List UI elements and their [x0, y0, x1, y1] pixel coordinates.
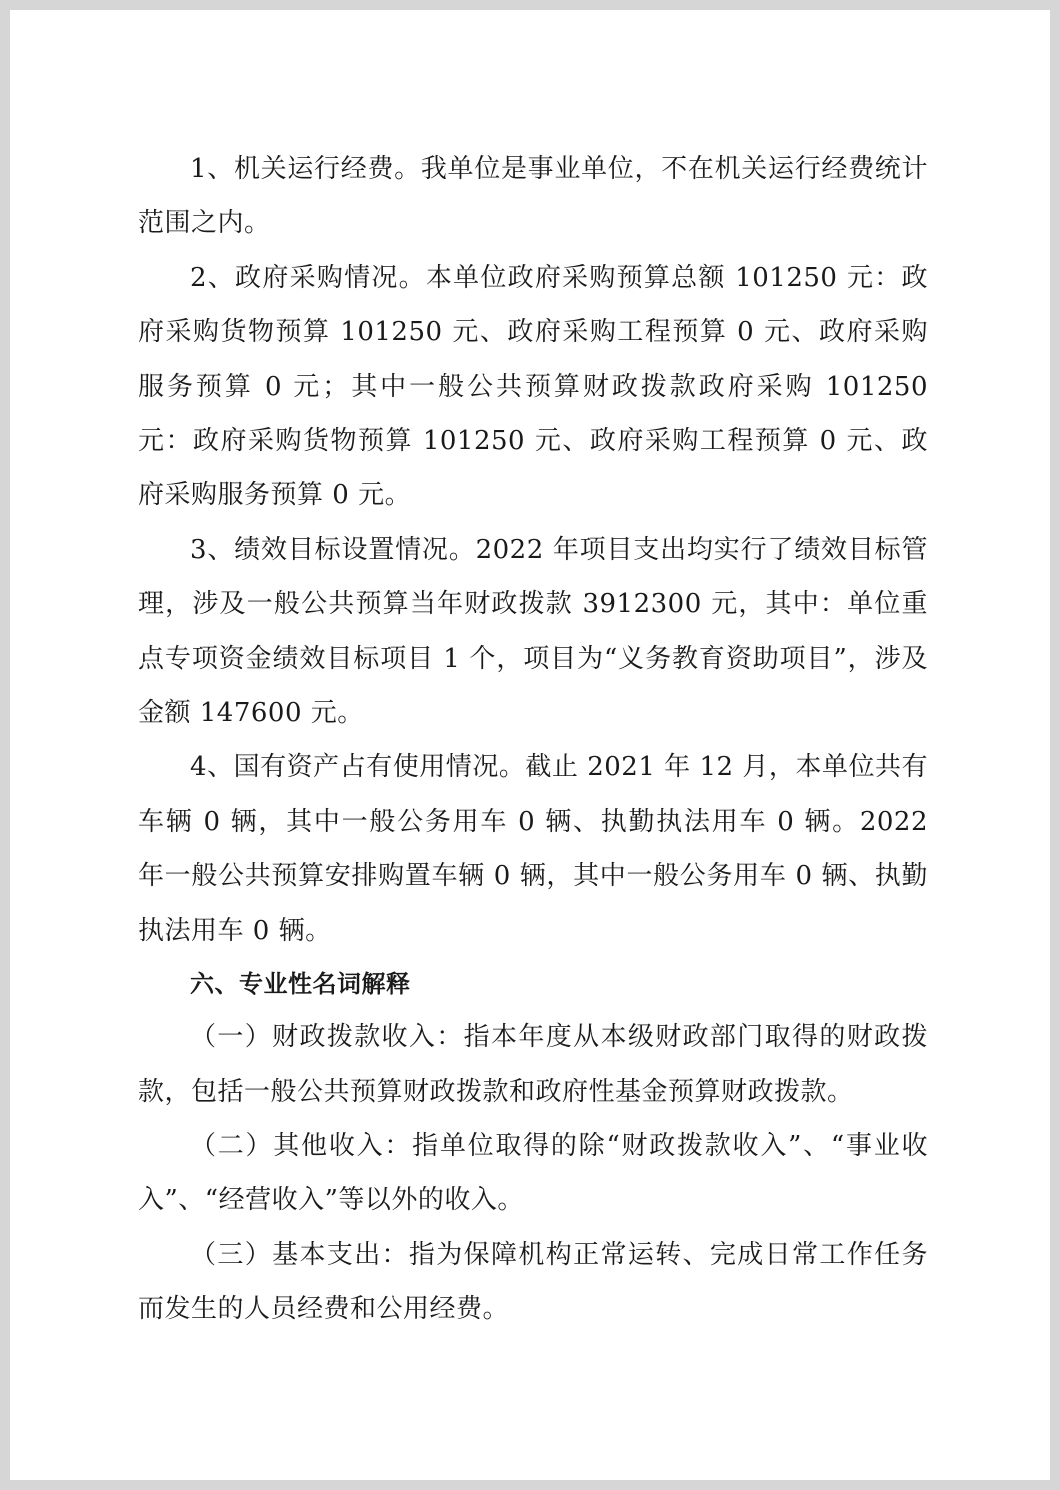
definition-other-income: （二）其他收入：指单位取得的除“财政拨款收入”、“事业收入”、“经营收入”等以外的收入。: [138, 1130, 928, 1216]
definition-fiscal-appropriation: （一）财政拨款收入：指本年度从本级财政部门取得的财政拨款，包括一般公共预算财政拨款和政府性基金预算财政拨款。: [138, 1022, 928, 1107]
definition-basic-expenditure: （三）基本支出：指为保障机构正常运转、完成日常工作任务而发生的人员经费和公用经费。: [138, 1239, 928, 1325]
paragraph-performance-goals: 3、绩效目标设置情况。2022 年项目支出均实行了绩效目标管理，涉及一般公共预算当年财政拨款 3912300 元，其中：单位重点专项资金绩效目标项目 1 个，项目为“义务教育资助项目”，涉及金额 147600 元。: [138, 534, 928, 729]
section-heading: 六、专业性名词解释: [190, 970, 411, 999]
document-page: [10, 10, 1050, 1480]
paragraph-government-procurement: 2、政府采购情况。本单位政府采购预算总额 101250 元：政府采购货物预算 101250 元、政府采购工程预算 0 元、政府采购服务预算 0 元；其中一般公共预算财政拨款政府采购 101250 元：政府采购货物预算 101250 元、政府采购工程预算 0 元、政府采购服务预算 0 元。: [138, 262, 928, 511]
paragraph-operating-expenses: 1、机关运行经费。我单位是事业单位，不在机关运行经费统计范围之内。: [138, 154, 928, 239]
document-body: [138, 142, 928, 1337]
paragraph-state-assets: 4、国有资产占有使用情况。截止 2021 年 12 月，本单位共有车辆 0 辆，其中一般公务用车 0 辆、执勤执法用车 0 辆。2022 年一般公共预算安排购置车辆 0 辆，其中一般公务用车 0 辆、执勤执法用车 0 辆。: [138, 752, 928, 946]
